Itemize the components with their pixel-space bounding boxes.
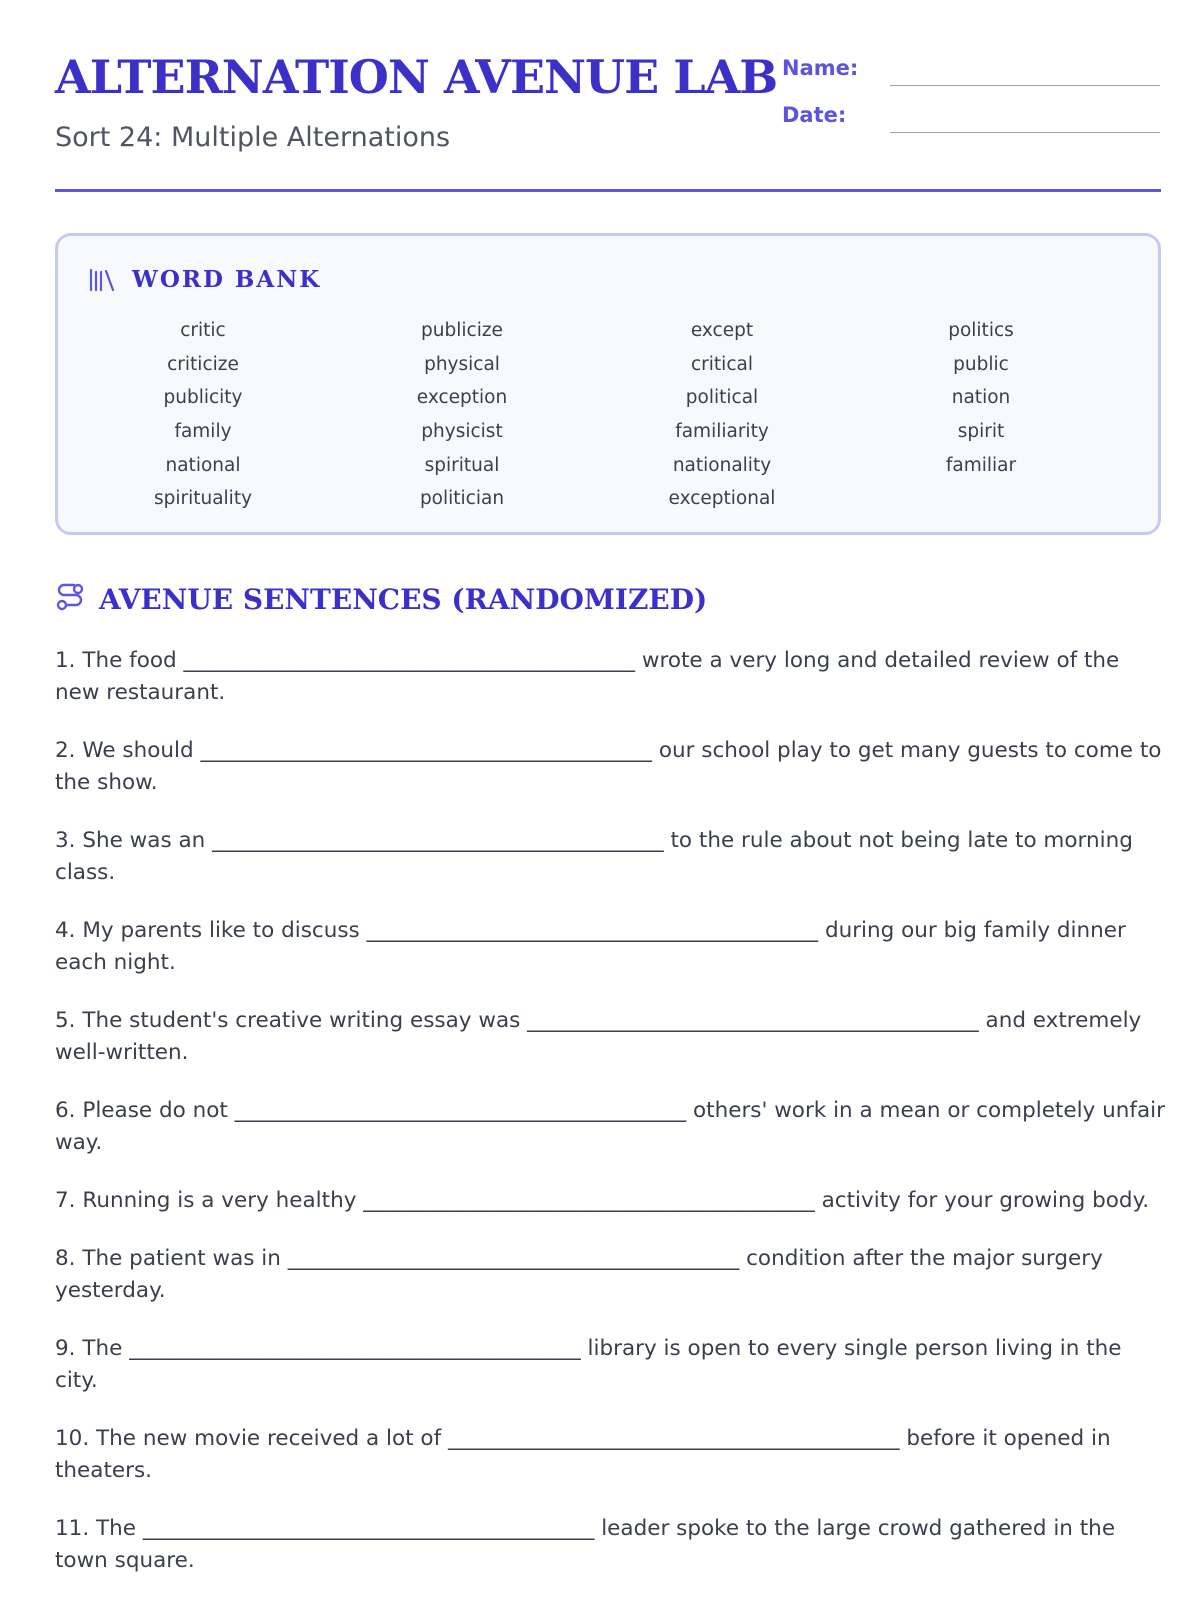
word-bank-word: spiritual	[424, 454, 500, 476]
word-bank-word: politics	[948, 320, 1014, 341]
sentence-start: 8. The patient was in	[55, 1246, 281, 1271]
sentence-end: wrote a very long and detailed review of the new restaurant.	[55, 648, 1120, 705]
word-bank-column	[103, 314, 303, 516]
answer-blank[interactable]: __________________________________________	[142, 1516, 595, 1541]
sentence-end: leader spoke to the large crowd gathered in the town square.	[55, 1516, 1116, 1573]
word-bank-word: critical	[691, 353, 753, 375]
sentence-end: our school play to get many guests to come to the show.	[55, 738, 1162, 795]
sentence-start: 5. The student's creative writing essay was	[55, 1008, 521, 1033]
answer-blank[interactable]: __________________________________________	[234, 1098, 687, 1123]
sentence-start: 6. Please do not	[55, 1098, 228, 1123]
word-bank-column	[362, 314, 562, 516]
word-bank-word: spirituality	[153, 488, 253, 510]
word-bank-word: familiarity	[675, 421, 769, 443]
sentence-end: condition after the major surgery yesterday.	[55, 1246, 1103, 1303]
sentence-start: 7. Running is a very healthy	[55, 1188, 357, 1213]
word-bank-word: family	[174, 421, 232, 443]
sentence-item	[55, 1185, 1165, 1217]
answer-blank[interactable]: __________________________________________	[527, 1008, 979, 1033]
sentences-header	[55, 582, 707, 616]
word-bank-word: criticize	[167, 353, 239, 375]
word-bank-column	[881, 314, 1081, 482]
word-bank-word: nationality	[672, 454, 772, 476]
word-bank-word: national	[165, 454, 241, 476]
sentence-item	[55, 1243, 1165, 1307]
answer-blank[interactable]: __________________________________________	[287, 1246, 740, 1271]
word-bank-word: familiar	[945, 454, 1017, 476]
sentence-end: and extremely well-written.	[55, 1008, 1142, 1065]
word-bank-header	[88, 266, 321, 293]
date-field[interactable]	[890, 132, 1160, 133]
sentence-start: 3. She was an	[55, 828, 206, 853]
word-bank-word: political	[685, 387, 759, 409]
name-field[interactable]	[890, 85, 1160, 86]
sentence-item	[55, 825, 1165, 889]
word-bank-word: exception	[416, 387, 508, 409]
answer-blank[interactable]: __________________________________________	[212, 828, 664, 853]
sentence-end: others' work in a mean or completely unfair way.	[55, 1098, 1165, 1155]
sentence-item	[55, 645, 1165, 709]
sentence-item	[55, 915, 1165, 979]
word-bank-word: critic	[180, 320, 226, 341]
sentence-start: 4. My parents like to discuss	[55, 918, 360, 943]
sentence-item	[55, 1005, 1165, 1069]
word-bank-word: nation	[951, 387, 1011, 409]
sentence-end: during our big family dinner each night.	[55, 918, 1126, 975]
answer-blank[interactable]: __________________________________________	[366, 918, 819, 943]
answer-blank[interactable]: __________________________________________	[363, 1188, 815, 1213]
sentence-item	[55, 735, 1165, 799]
word-bank-word: spirit	[957, 421, 1005, 443]
books-icon	[88, 267, 116, 293]
word-bank-word: public	[953, 353, 1009, 375]
word-bank-word: physical	[424, 353, 500, 375]
page-title: ALTERNATION AVENUE LAB	[55, 50, 778, 104]
sentence-list	[55, 645, 1165, 1577]
sentence-item	[55, 1513, 1165, 1577]
name-label: Name:	[782, 56, 859, 80]
route-icon	[55, 582, 85, 616]
word-bank-title: WORD BANK	[132, 266, 322, 293]
sentence-start: 10. The new movie received a lot of	[55, 1426, 442, 1451]
answer-blank[interactable]: __________________________________________	[183, 648, 636, 673]
sentence-end: to the rule about not being late to morning class.	[55, 828, 1133, 885]
page-subtitle: Sort 24: Multiple Alternations	[55, 122, 451, 153]
word-bank-word: publicity	[163, 387, 243, 409]
word-bank-word: exceptional	[668, 488, 776, 510]
date-label: Date:	[782, 103, 847, 127]
sentence-start: 11. The	[55, 1516, 137, 1541]
sentence-item	[55, 1423, 1165, 1487]
answer-blank[interactable]: __________________________________________	[129, 1336, 581, 1361]
word-bank-word: politician	[419, 488, 505, 510]
word-bank-word: physicist	[421, 421, 503, 443]
answer-blank[interactable]: __________________________________________	[200, 738, 652, 763]
sentence-end: library is open to every single person living in the city.	[55, 1336, 1122, 1393]
sentence-end: before it opened in theaters.	[55, 1426, 1111, 1483]
sentence-start: 9. The	[55, 1336, 123, 1361]
sentences-title: AVENUE SENTENCES (RANDOMIZED)	[99, 582, 708, 616]
answer-blank[interactable]: __________________________________________	[448, 1426, 900, 1451]
sentence-end: activity for your growing body.	[821, 1188, 1150, 1213]
word-bank-word: except	[690, 320, 754, 341]
sentence-item	[55, 1095, 1165, 1159]
sentence-start: 1. The food	[55, 648, 177, 673]
sentence-item	[55, 1333, 1165, 1397]
word-bank	[55, 233, 1161, 535]
word-bank-word: publicize	[421, 320, 503, 341]
worksheet-header	[55, 50, 1161, 192]
sentence-start: 2. We should	[55, 738, 194, 763]
word-bank-column	[622, 314, 822, 516]
